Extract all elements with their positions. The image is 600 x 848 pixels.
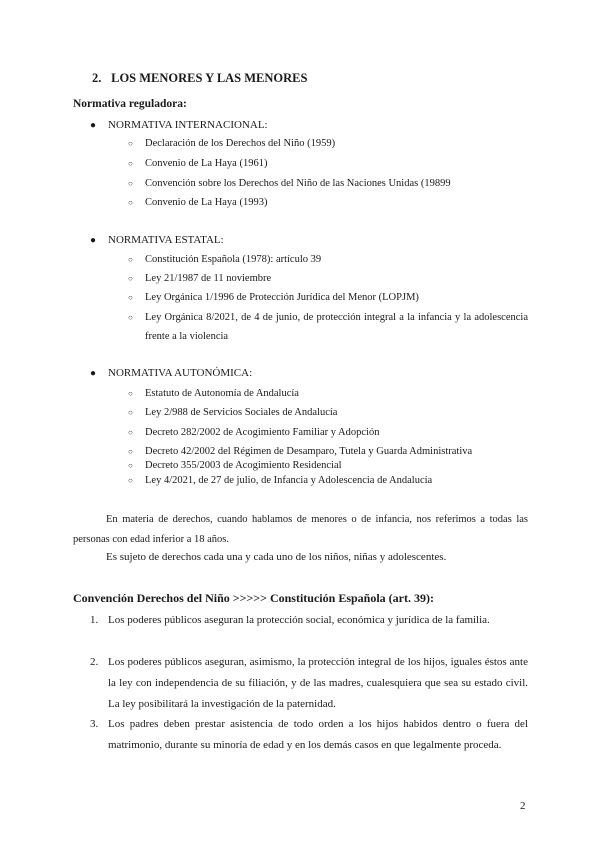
item-text: Los padres deben prestar asistencia de todo orden a los hijos habidos dentro o fuera del matrimonio, durante su minoría de edad y en los demás casos en que legalmente proceda. <box>108 718 528 751</box>
item-text: Los poderes públicos aseguran, asimismo, la protección integral de los hijos, iguales éstos ante la ley con independencia de su filiación, y de las madres, cualesquiera que sea su estado civil. La ley posibilitará la investigación de la paternidad. <box>108 656 528 710</box>
item-number: 1. <box>90 614 99 626</box>
group-heading-text: NORMATIVA AUTONÓMICA: <box>108 367 253 379</box>
section-title-text: LOS MENORES Y LAS MENORES <box>111 71 308 85</box>
list-item-text: Convenio de La Haya (1993) <box>145 197 268 208</box>
circle-bullet-icon: ○ <box>128 313 133 322</box>
list-item <box>128 269 528 288</box>
group-heading-autonomica <box>90 367 252 379</box>
numbered-item <box>90 652 528 715</box>
section-number: 2. <box>92 71 102 85</box>
circle-bullet-icon: ○ <box>128 179 133 188</box>
circle-bullet-icon: ○ <box>128 461 133 470</box>
list-item <box>128 423 528 442</box>
list-item <box>128 403 528 422</box>
list-item <box>128 174 528 193</box>
numbered-item <box>90 714 528 756</box>
numbered-item <box>90 610 528 631</box>
group-heading-text: NORMATIVA INTERNACIONAL: <box>108 119 268 131</box>
circle-bullet-icon: ○ <box>128 139 133 148</box>
list-item-text: Decreto 282/2002 de Acogimiento Familiar y Adopción <box>145 427 380 438</box>
list-item-text: Convención sobre los Derechos del Niño de las Naciones Unidas (19899 <box>145 178 451 189</box>
list-item-text: Ley Orgánica 1/1996 de Protección Jurídica del Menor (LOPJM) <box>145 292 419 303</box>
group-heading-text: NORMATIVA ESTATAL: <box>108 234 224 246</box>
list-item-text: Constitución Española (1978): artículo 39 <box>145 254 322 265</box>
bullet-icon: ● <box>90 368 97 379</box>
list-item-text: Decreto 355/2003 de Acogimiento Residencial <box>145 460 342 471</box>
bullet-icon: ● <box>90 120 97 131</box>
list-item <box>128 471 528 490</box>
circle-bullet-icon: ○ <box>128 198 133 207</box>
list-item-text: Ley 4/2021, de 27 de julio, de Infancia y Adolescencia de Andalucía <box>145 475 433 486</box>
list-item <box>128 288 528 307</box>
item-number: 2. <box>90 656 99 668</box>
list-item-text: Convenio de La Haya (1961) <box>145 158 268 169</box>
bullet-icon: ● <box>90 235 97 246</box>
circle-bullet-icon: ○ <box>128 159 133 168</box>
circle-bullet-icon: ○ <box>128 255 133 264</box>
item-text: Los poderes públicos aseguran la protección social, económica y jurídica de la familia. <box>108 614 490 626</box>
circle-bullet-icon: ○ <box>128 389 133 398</box>
list-item-text: Ley 21/1987 de 11 noviembre <box>145 273 272 284</box>
list-item <box>128 193 528 212</box>
list-item <box>128 308 528 346</box>
circle-bullet-icon: ○ <box>128 476 133 485</box>
convention-title: Convención Derechos del Niño >>>>> Constitución Española (art. 39): <box>73 591 434 605</box>
group-heading-estatal <box>90 234 224 246</box>
circle-bullet-icon: ○ <box>128 293 133 302</box>
paragraph-subject: Es sujeto de derechos cada una y cada uno de los niños, niñas y adolescentes. <box>106 551 447 563</box>
list-item-text: Ley 2/988 de Servicios Sociales de Andalucía <box>145 407 338 418</box>
circle-bullet-icon: ○ <box>128 428 133 437</box>
circle-bullet-icon: ○ <box>128 408 133 417</box>
page-number: 2 <box>520 800 526 812</box>
list-item <box>128 250 528 269</box>
list-item-text: Estatuto de Autonomía de Andalucía <box>145 388 299 399</box>
list-item <box>128 134 528 153</box>
group-heading-internacional <box>90 119 268 131</box>
list-item-text: Ley Orgánica 8/2021, de 4 de junio, de protección integral a la infancia y la adolescencia frente a la violencia <box>145 312 528 342</box>
section-title <box>92 71 307 86</box>
paragraph-definition: En materia de derechos, cuando hablamos de menores o de infancia, nos referimos a todas las personas con edad inferior a 18 años. <box>73 514 528 545</box>
list-item <box>128 154 528 173</box>
circle-bullet-icon: ○ <box>128 274 133 283</box>
list-item-text: Declaración de los Derechos del Niño (1959) <box>145 138 336 149</box>
list-item <box>128 384 528 403</box>
normativa-title: Normativa reguladora: <box>73 98 187 110</box>
list-item-text: Decreto 42/2002 del Régimen de Desamparo, Tutela y Guarda Administrativa <box>145 446 473 457</box>
item-number: 3. <box>90 718 99 730</box>
circle-bullet-icon: ○ <box>128 447 133 456</box>
